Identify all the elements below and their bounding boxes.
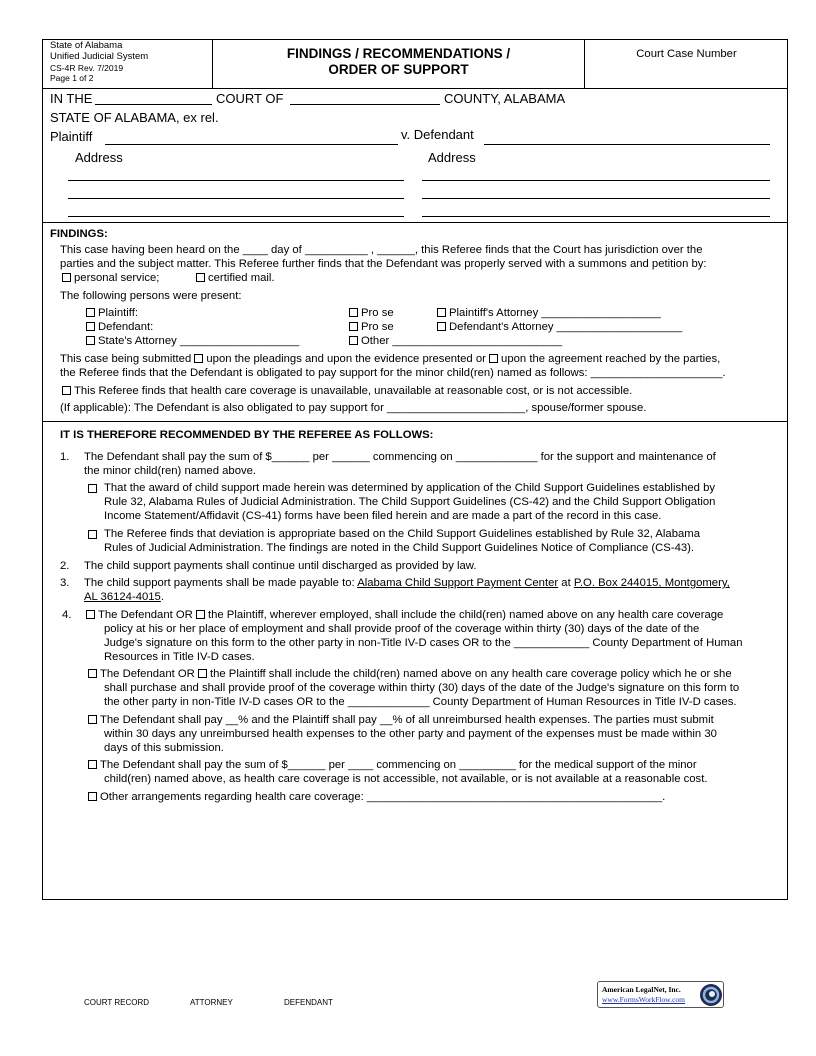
item1-line2: the minor child(ren) named above. <box>84 465 257 477</box>
form-title-line2: ORDER OF SUPPORT <box>328 62 469 77</box>
agreement-checkbox[interactable] <box>489 354 498 363</box>
findings-heading: FINDINGS: <box>50 228 108 240</box>
item4a-line4: Resources in Title IV-D cases. <box>104 651 255 663</box>
spouse-support-line: (If applicable): The Defendant is also obligated to pay support for ______________________, spouse/former spouse. <box>60 402 647 414</box>
deviation-line1: The Referee finds that deviation is appropriate based on the Child Support Guidelines established by Rule 32, Alabama <box>104 528 700 540</box>
defendants-attorney-checkbox[interactable] <box>437 322 446 331</box>
defendants-attorney[interactable]: Defendant's Attorney ____________________ <box>437 321 682 334</box>
plaintiff-name-field[interactable] <box>105 144 398 145</box>
submission-line: This case being submitted upon the pleadings and upon the evidence presented or upon the agreement reached by the parties, <box>60 353 721 365</box>
item3-number: 3. <box>60 577 70 589</box>
header-divider-right <box>584 39 585 88</box>
recommend-heading: IT IS THEREFORE RECOMMENDED BY THE REFEREE AS FOLLOWS: <box>60 429 434 441</box>
case-number-label: Court Case Number <box>636 48 737 60</box>
item4d-line1: The Defendant shall pay the sum of $______ per ____ commencing on _________ for the medical support of the minor <box>88 759 697 772</box>
findings-hearing-line2: parties and the subject matter. This Referee further finds that the Defendant was properly served with a summons and petition by: <box>60 258 707 270</box>
court-of-label: COURT OF <box>216 91 284 106</box>
guidelines-line3: Income Statement/Affidavit (CS-41) forms have been filed herein and are made a part of the record in this case. <box>104 510 662 522</box>
plaintiff-address-line2[interactable] <box>68 198 404 199</box>
logo-company: American LegalNet, Inc. <box>602 985 681 994</box>
plaintiff-address-label: Address <box>75 150 123 165</box>
present-defendant[interactable]: Defendant: <box>86 321 153 334</box>
persons-present-label: The following persons were present: <box>60 290 242 302</box>
deviation-line2: Rules of Judicial Administration. The findings are noted in the Child Support Guidelines Notice of Compliance (CS-43). <box>104 542 695 554</box>
copy-defendant: DEFENDANT <box>284 998 333 1007</box>
findings-divider <box>42 421 788 422</box>
pro-se-plaintiff-checkbox[interactable] <box>349 308 358 317</box>
defendant-address-line1[interactable] <box>422 180 770 181</box>
present-states-attorney[interactable]: State's Attorney ___________________ <box>86 335 299 348</box>
form-title-line1: FINDINGS / RECOMMENDATIONS / <box>286 46 511 61</box>
guidelines-line1: That the award of child support made herein was determined by application of the Child Support Guidelines established by <box>104 482 716 494</box>
item4a-line3: Judge's signature on this form to the other party in non-Title IV-D cases OR to the ____________ County Department of Human <box>104 637 743 649</box>
item4d-line2: child(ren) named above, as health care coverage is not accessible, not available, or is not available at a reasonable cost. <box>104 773 708 785</box>
item4b-line3: the other party in non-Title IV-D cases OR to the _____________ County Department of Human Resources in Title IV-D cases. <box>104 696 737 708</box>
item2-number: 2. <box>60 560 70 572</box>
defendant-present-checkbox[interactable] <box>86 322 95 331</box>
deviation-checkbox[interactable] <box>88 530 97 539</box>
defendant-label: v. Defendant <box>401 127 474 142</box>
item4e-line: Other arrangements regarding health care coverage: _______________________________________________. <box>88 791 665 804</box>
item4c-line1: The Defendant shall pay __% and the Plaintiff shall pay __% of all unreimbursed health expenses. The parties must submit <box>88 714 714 727</box>
other-arrangements-checkbox[interactable] <box>88 792 97 801</box>
medical-support-checkbox[interactable] <box>88 760 97 769</box>
present-plaintiff[interactable]: Plaintiff: <box>86 307 138 320</box>
american-legalnet-logo[interactable] <box>597 981 724 1008</box>
item4a-line1: The Defendant OR the Plaintiff, wherever employed, shall include the child(ren) named above on any health care coverage <box>86 609 723 622</box>
plaintiffs-attorney[interactable]: Plaintiff's Attorney ___________________ <box>437 307 661 320</box>
defendant-name-field[interactable] <box>484 144 770 145</box>
copy-attorney: ATTORNEY <box>190 998 233 1007</box>
payee-name: Alabama Child Support Payment Center <box>357 577 559 589</box>
plaintiff-address-line3[interactable] <box>68 216 404 217</box>
personal-service-option[interactable]: personal service; <box>62 272 159 285</box>
header-system: Unified Judicial System <box>50 51 149 62</box>
minor-children-line: the Referee finds that the Defendant is obligated to pay support for the minor child(ren) named as follows: _____________________. <box>60 367 726 379</box>
findings-hearing-line1: This case having been heard on the ____ day of __________ , ______, this Referee finds that the Court has jurisdiction over the <box>60 244 703 256</box>
defendant-address-line2[interactable] <box>422 198 770 199</box>
item3-line1: The child support payments shall be made payable to: Alabama Child Support Payment Center at P.O. Box 244015, Montgomery, <box>84 577 730 589</box>
item1-line1: The Defendant shall pay the sum of $______ per ______ commencing on _____________ for the support and maintenance of <box>84 451 716 463</box>
employer-defendant-checkbox[interactable] <box>86 610 95 619</box>
item4b-line1: The Defendant OR the Plaintiff shall include the child(ren) named above on any health care coverage policy which he or she <box>88 668 732 681</box>
pleadings-checkbox[interactable] <box>194 354 203 363</box>
payee-address-line1: P.O. Box 244015, Montgomery, <box>573 577 730 589</box>
item3-line2: AL 36124-4015. <box>84 591 164 603</box>
item4b-line2: shall purchase and shall provide proof of the coverage within thirty (30) days of the date of the Judge's signature on this form to <box>104 682 740 694</box>
certified-mail-option[interactable]: certified mail. <box>196 272 275 285</box>
unreimbursed-checkbox[interactable] <box>88 715 97 724</box>
form-revision: CS-4R Rev. 7/2019 <box>50 63 124 73</box>
pro-se-defendant-checkbox[interactable] <box>349 322 358 331</box>
health-unavailable-option[interactable]: This Referee finds that health care coverage is unavailable, unavailable at reasonable cost, or is not accessible. <box>62 385 632 398</box>
guidelines-option[interactable] <box>88 483 100 496</box>
header-divider <box>42 88 788 89</box>
page-number: Page 1 of 2 <box>50 73 94 83</box>
state-ex-rel-label: STATE OF ALABAMA, ex rel. <box>50 110 219 125</box>
personal-service-checkbox[interactable] <box>62 273 71 282</box>
other-present[interactable]: Other ___________________________ <box>349 335 562 348</box>
other-present-checkbox[interactable] <box>349 336 358 345</box>
logo-swirl-icon <box>699 983 723 1007</box>
plaintiff-address-line1[interactable] <box>68 180 404 181</box>
health-unavailable-checkbox[interactable] <box>62 386 71 395</box>
certified-mail-checkbox[interactable] <box>196 273 205 282</box>
plaintiff-label: Plaintiff <box>50 129 93 144</box>
county-field[interactable] <box>290 104 440 105</box>
payee-address-line2: AL 36124-4015 <box>84 591 161 603</box>
header-state: State of Alabama <box>50 40 123 51</box>
item4-number: 4. <box>62 609 72 621</box>
guidelines-checkbox[interactable] <box>88 484 97 493</box>
plaintiff-present-checkbox[interactable] <box>86 308 95 317</box>
item1-number: 1. <box>60 451 70 463</box>
purchase-defendant-checkbox[interactable] <box>88 669 97 678</box>
employer-plaintiff-checkbox[interactable] <box>196 610 205 619</box>
defendant-address-line3[interactable] <box>422 216 770 217</box>
pro-se-plaintiff[interactable]: Pro se <box>349 307 394 320</box>
item2-text: The child support payments shall continue until discharged as provided by law. <box>84 560 477 572</box>
deviation-option[interactable] <box>88 529 100 542</box>
item4c-line3: days of this submission. <box>104 742 224 754</box>
purchase-plaintiff-checkbox[interactable] <box>198 669 207 678</box>
county-label: COUNTY, ALABAMA <box>444 91 566 106</box>
in-the-label: IN THE <box>50 91 93 106</box>
logo-website: www.FormsWorkFlow.com <box>602 995 686 1004</box>
item4a-line2: policy at his or her place of employment and shall provide proof of the coverage within thirty (30) days of the date of the <box>104 623 700 635</box>
states-attorney-checkbox[interactable] <box>86 336 95 345</box>
copy-court-record: COURT RECORD <box>84 998 150 1007</box>
pro-se-defendant[interactable]: Pro se <box>349 321 394 334</box>
defendant-address-label: Address <box>428 150 476 165</box>
court-type-field[interactable] <box>95 104 212 105</box>
item4c-line2: within 30 days any unreimbursed health expenses to the other party and payment of the expenses must be made within 30 <box>104 728 717 740</box>
caption-divider <box>42 222 788 223</box>
guidelines-line2: Rule 32, Alabama Rules of Judicial Administration. The Child Support Guidelines (CS-42) and the Child Support Obligation <box>104 496 716 508</box>
plaintiffs-attorney-checkbox[interactable] <box>437 308 446 317</box>
